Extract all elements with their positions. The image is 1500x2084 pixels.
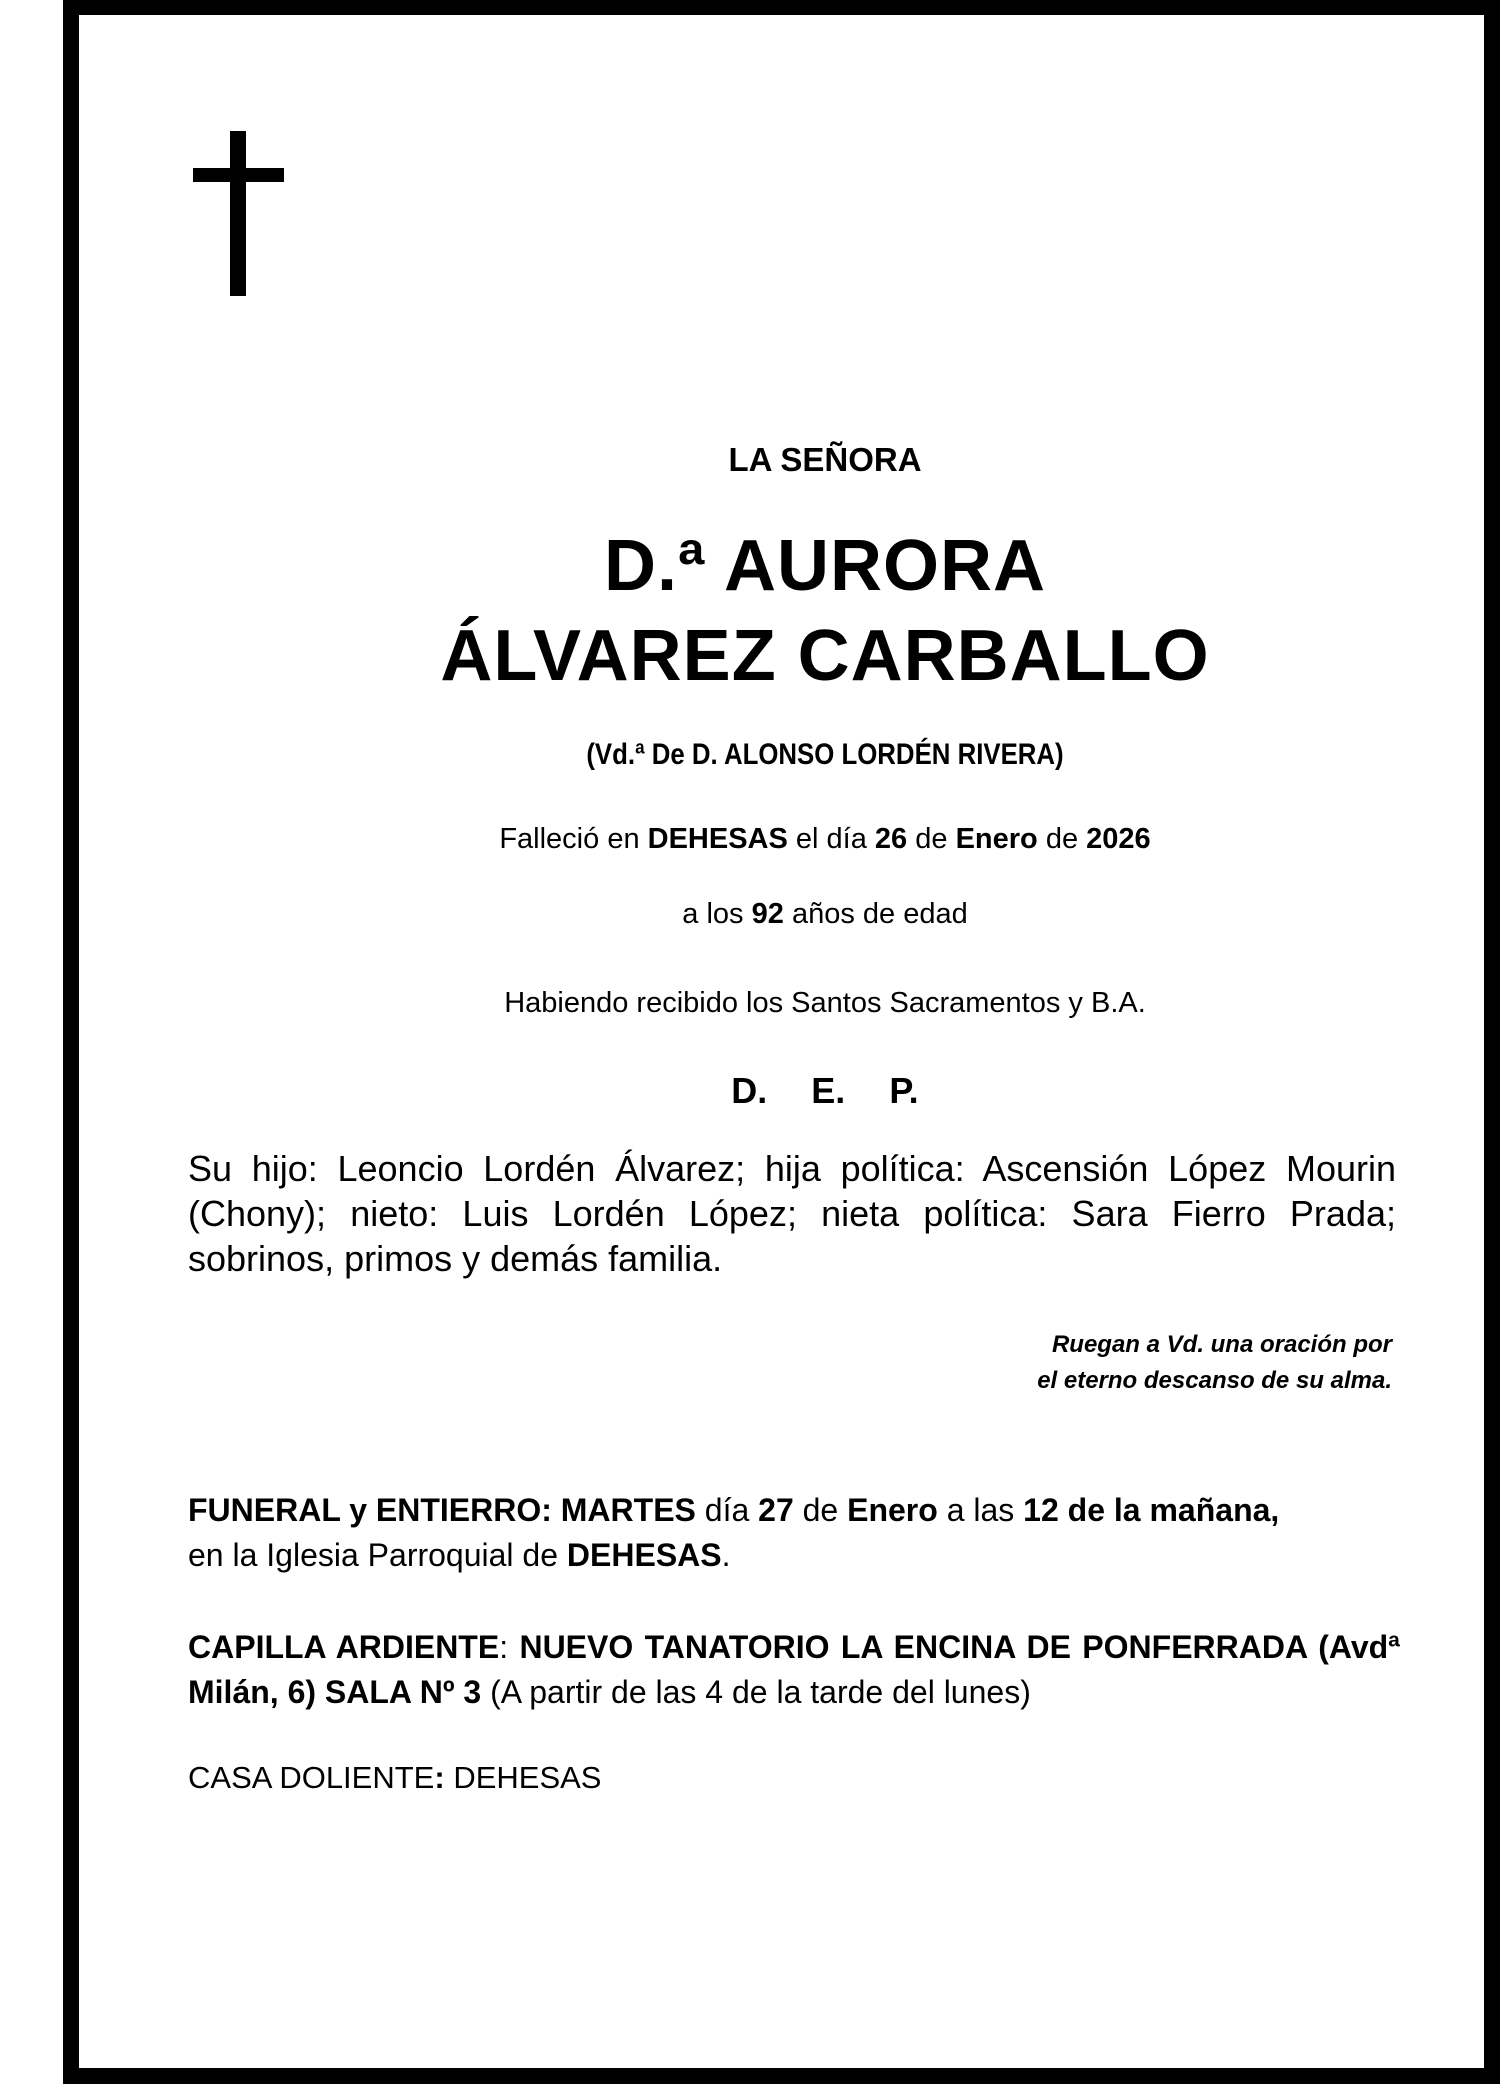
death-place: DEHESAS [647, 823, 788, 855]
funeral-at: a las [946, 1492, 1015, 1528]
funeral-month: Enero [847, 1492, 938, 1528]
deceased-name-line1: D.ª AURORA [604, 526, 1046, 606]
chapel-info [188, 1625, 1400, 1715]
death-day-label: el día [795, 823, 867, 855]
dep-line: D. E. P. [731, 1070, 919, 1111]
widow-of: (Vd.ª De D. ALONSO LORDÉN RIVERA) [586, 738, 1064, 771]
house-place: DEHESAS [453, 1760, 602, 1795]
death-year: 2026 [1086, 823, 1151, 855]
chapel-label: CAPILLA ARDIENTE [188, 1629, 500, 1665]
death-of2: de [1045, 823, 1079, 855]
chapel-note: (A partir de las 4 de la tarde del lunes) [490, 1674, 1031, 1710]
age-years: 92 [751, 898, 784, 930]
title-la-senora: LA SEÑORA [728, 441, 922, 478]
deceased-name-line2: ÁLVAREZ CARBALLO [440, 616, 1210, 696]
funeral-day: 27 [758, 1492, 794, 1528]
house-colon: : [434, 1760, 445, 1795]
death-month: Enero [955, 823, 1038, 855]
death-day: 26 [874, 823, 908, 855]
funeral-church: en la Iglesia Parroquial de [188, 1537, 559, 1573]
funeral-label: FUNERAL y ENTIERRO: [188, 1492, 552, 1528]
prayer-line2: el eterno descanso de su alma. [1037, 1367, 1392, 1394]
funeral-info [188, 1488, 1400, 1578]
cross-vertical-bar [230, 131, 246, 296]
chapel-colon: : [499, 1629, 509, 1665]
cross-icon [193, 131, 284, 296]
sacraments-line: Habiendo recibido los Santos Sacramentos y B.A. [504, 987, 1146, 1019]
house-label: CASA DOLIENTE [188, 1760, 435, 1795]
funeral-day-label: día [704, 1492, 750, 1528]
age-prefix: a los [682, 898, 744, 930]
death-prefix: Falleció en [499, 823, 640, 855]
funeral-place: DEHESAS [566, 1537, 722, 1573]
prayer-line1: Ruegan a Vd. una oración por [1051, 1331, 1392, 1358]
funeral-end: . [721, 1537, 731, 1573]
funeral-of: de [802, 1492, 839, 1528]
cross-horizontal-bar [193, 168, 284, 182]
mourning-house [188, 1758, 601, 1798]
age-suffix: años de edad [791, 898, 968, 930]
funeral-time: 12 de la mañana, [1023, 1492, 1280, 1528]
death-of1: de [915, 823, 948, 855]
funeral-weekday: MARTES [560, 1492, 696, 1528]
family-paragraph: Su hijo: Leoncio Lordén Álvarez; hija política: Ascensión López Mourin (Chony); nieto: Luis Lordén López; nieta política: Sara Fierro Prada; sobrinos, primos y demás familia. [188, 1148, 1396, 1279]
chapel-venue: NUEVO TANATORIO LA ENCINA DE PONFERRADA (Avdª Milán, 6) SALA Nº 3 [188, 1629, 1401, 1710]
age-line [180, 898, 1470, 931]
death-line [180, 823, 1470, 856]
prayer-request [1037, 1327, 1392, 1399]
